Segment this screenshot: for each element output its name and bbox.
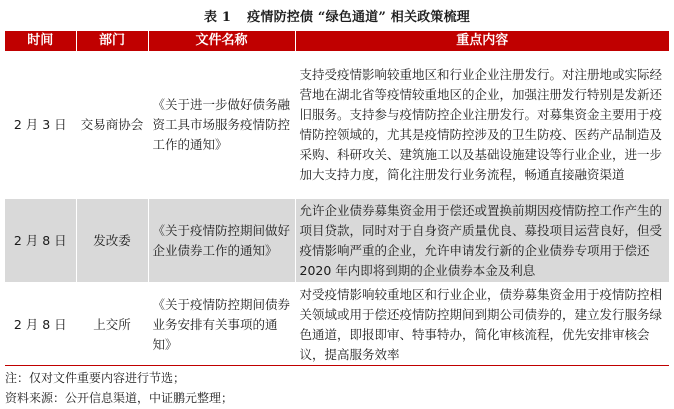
header-date: 时间 (5, 31, 76, 52)
footnote: 注：仅对文件重要内容进行节选； (5, 371, 186, 385)
table-row (5, 199, 669, 283)
policy-table (5, 31, 669, 367)
cell-dept: 发改委 (76, 199, 148, 283)
cell-file: 《关于疫情防控期间债券业务安排有关事项的通知》 (148, 283, 295, 367)
cell-content: 允许企业债券募集资金用于偿还或置换前期因疫情防控工作产生的项目贷款，同时对于自身资产质量优良、募投项目运营良好，但受疫情影响严重的企业，允许申请发行新的企业债券专项用于偿还 2020 年内即将到期的企业债券本金及利息 (295, 199, 669, 283)
table-row (5, 52, 669, 199)
cell-date: 2 月 8 日 (5, 283, 76, 367)
header-content: 重点内容 (295, 31, 669, 52)
header-file: 文件名称 (148, 31, 295, 52)
cell-content: 对受疫情影响较重地区和行业企业，债券募集资金用于疫情防控相关领域或用于偿还疫情防控期间到期公司债券的，建立发行服务绿色通道，即报即审、特事特办，简化审核流程，优先安排审核会议，提高服务效率 (295, 283, 669, 367)
table-bottom-rule (5, 365, 669, 366)
cell-file: 《关于进一步做好债务融资工具市场服务疫情防控工作的通知》 (148, 52, 295, 199)
cell-dept: 上交所 (76, 283, 148, 367)
cell-date: 2 月 3 日 (5, 52, 76, 199)
cell-content: 支持受疫情影响较重地区和行业企业注册发行。对注册地或实际经营地在湖北省等疫情较重地区的企业，加强注册发行特别是发新还旧服务。支持参与疫情防控企业注册发行。对募集资金主要用于疫情防控领域的，尤其是疫情防控涉及的卫生防疫、医药产品制造及采购、科研攻关、建筑施工以及基础设施建设等行业企业，进一步加大支持力度，简化注册发行业务流程，畅通直接融资渠道 (295, 52, 669, 199)
table-title-text: 疫情防控债 “绿色通道” 相关政策梳理 (247, 9, 470, 25)
cell-file: 《关于疫情防控期间做好企业债券工作的通知》 (148, 199, 295, 283)
table-row (5, 283, 669, 367)
header-dept: 部门 (76, 31, 148, 52)
cell-dept: 交易商协会 (76, 52, 148, 199)
cell-date: 2 月 8 日 (5, 199, 76, 283)
table-title (0, 0, 674, 30)
table-number: 表 1 (204, 9, 232, 25)
source-note: 资料来源：公开信息渠道，中证鹏元整理； (5, 391, 234, 405)
table-header-row (5, 31, 669, 52)
